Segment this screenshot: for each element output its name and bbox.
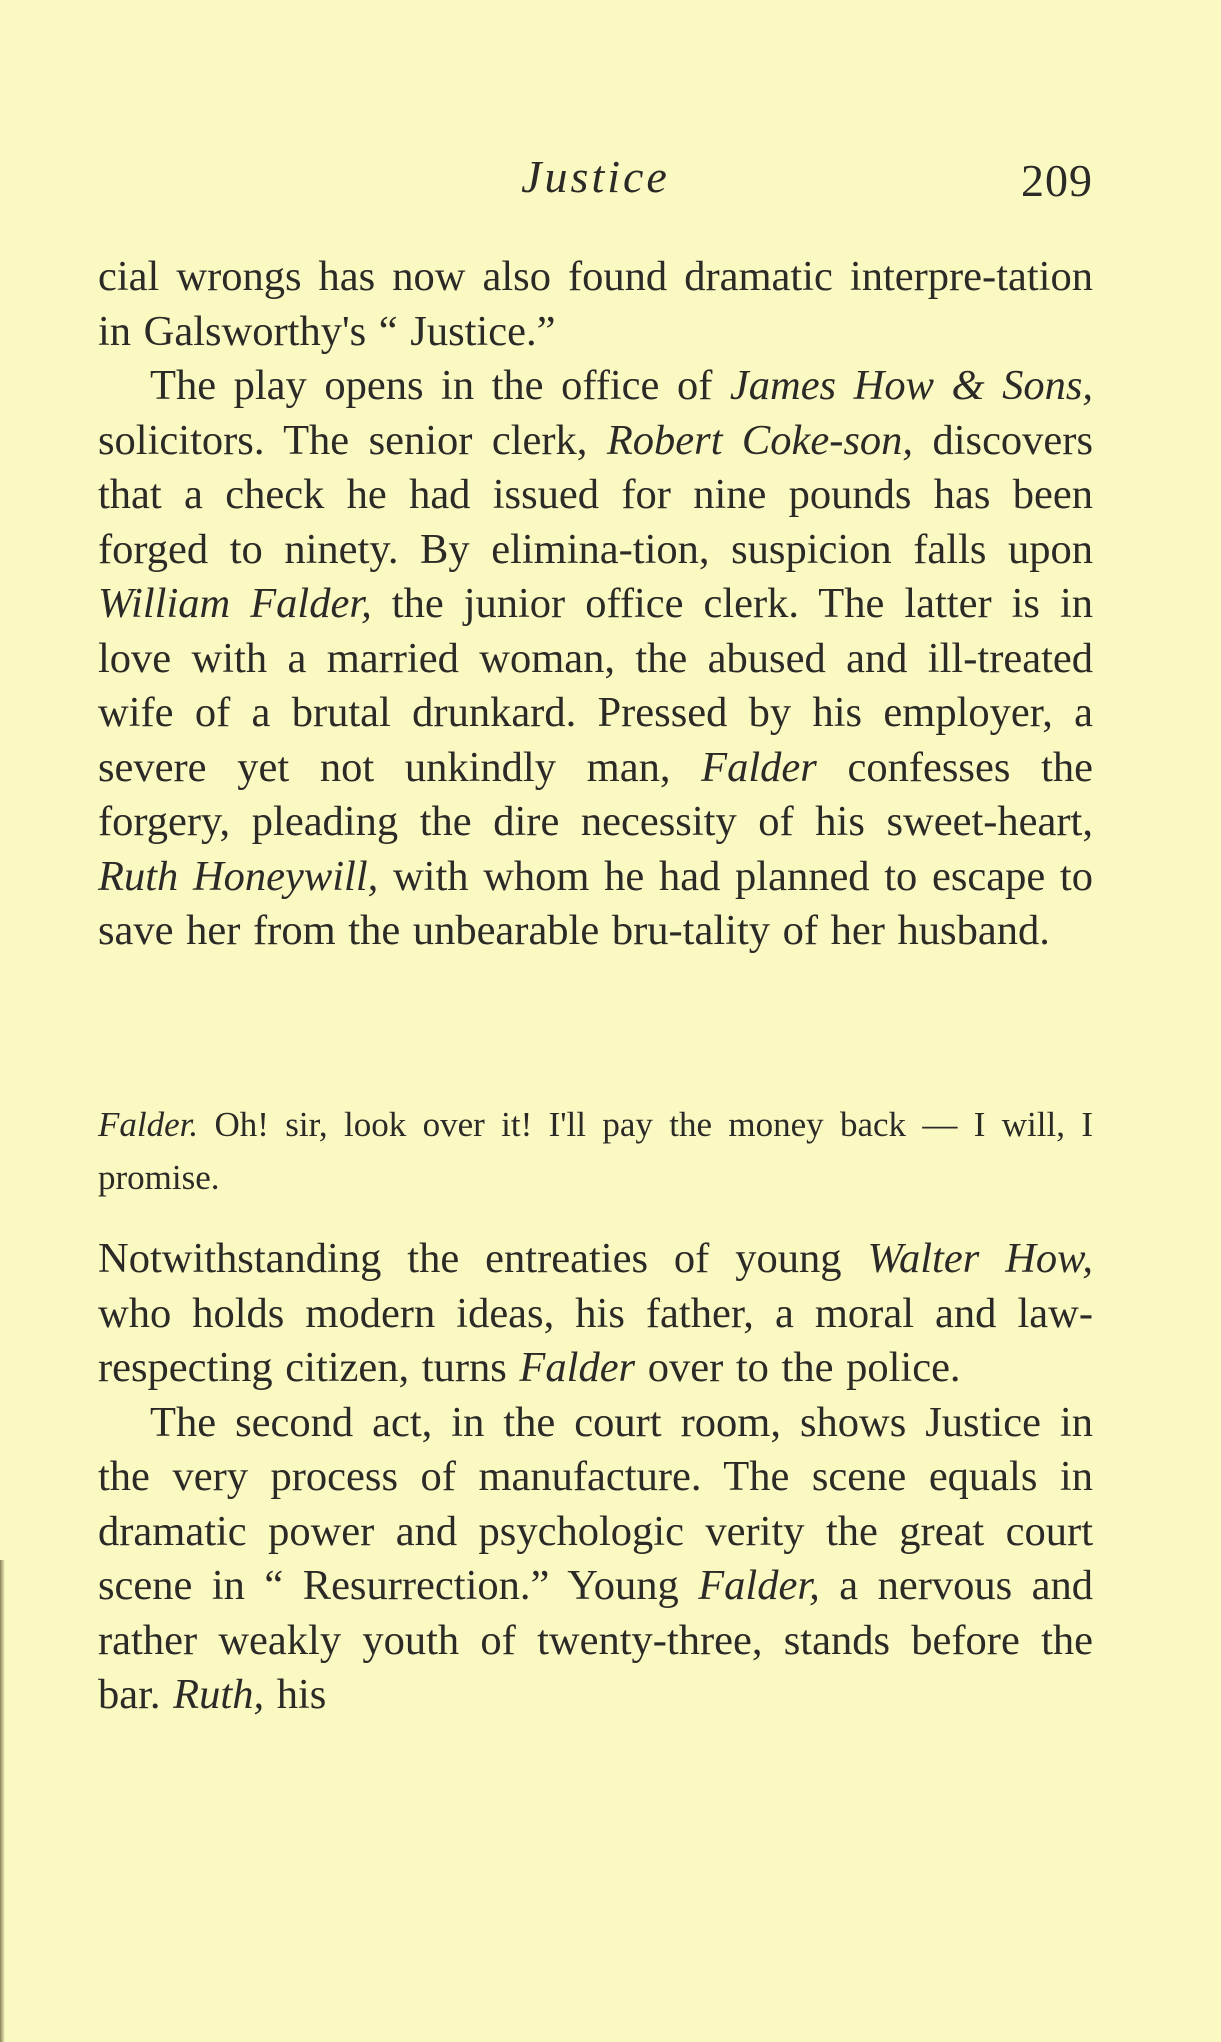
paragraph-text: a nervous and rather weakly youth of twenty-three, stands before the bar. <box>98 1562 1093 1718</box>
paragraph-walter-how <box>98 1232 1093 1396</box>
paragraph-text: solicitors. The senior clerk, <box>98 416 607 464</box>
paragraph-text: confesses the forgery, pleading the dire necessity of his sweet-heart, <box>98 743 1093 845</box>
paragraph-text: The second act, in the court room, shows Justice in the very process of manufacture. The scene equals in dramatic power and psychologic verity the great court scene in “ Resurrection.” Young <box>98 1398 1093 1609</box>
name-ruth-honeywill: Ruth Honeywill, <box>98 852 379 900</box>
paragraph-text: the junior office clerk. The latter is in love with a married woman, the abused and ill-treated wife of a brutal drunkard. Pressed by his employer, a severe yet not unkindly man, <box>98 580 1094 791</box>
paragraph-text: who holds modern ideas, his father, a moral and law-respecting citizen, turns <box>98 1289 1093 1391</box>
paragraph-text: over to the police. <box>635 1344 961 1391</box>
block-quote <box>98 1098 1093 1204</box>
quote-text: Oh! sir, look over it! I'll pay the money back — I will, I promise. <box>98 1105 1093 1197</box>
page-number: 209 <box>1021 155 1093 206</box>
page-header <box>98 150 1093 210</box>
name-walter-how: Walter How, <box>867 1235 1093 1282</box>
name-falder: Falder <box>701 743 817 791</box>
paragraph-play-opening <box>98 359 1093 959</box>
name-robert-cokeson: Robert Coke-son, <box>606 416 914 464</box>
paragraph-text: cial wrongs has now also found dramatic interpre-tation in Galsworthy's “ Justice.” <box>98 253 1093 355</box>
body-text-lower <box>98 1232 1093 1723</box>
paragraph-text: The play opens in the office of <box>150 362 730 409</box>
paragraph-continuation <box>98 250 1093 359</box>
paragraph-text: Notwithstanding the entreaties of young <box>98 1235 868 1282</box>
name-falder: Falder, <box>698 1562 820 1609</box>
name-ruth: Ruth, <box>173 1671 265 1718</box>
running-title: Justice <box>521 151 670 202</box>
paragraph-text: his <box>264 1671 327 1718</box>
name-falder: Falder <box>519 1344 636 1391</box>
body-text-upper <box>98 250 1093 959</box>
paragraph-text: discovers that a check he had issued for nine pounds has been forged to ninety. By elimina-tion, suspicion falls upon <box>98 416 1093 573</box>
name-william-falder: William Falder, <box>98 580 372 627</box>
page-edge-shadow <box>0 1560 5 2042</box>
paragraph-text: with whom he had planned to escape to save her from the unbearable bru-tality of her husband. <box>98 852 1093 954</box>
name-james-how-sons: James How & Sons, <box>729 362 1093 409</box>
paragraph-court-room <box>98 1396 1093 1723</box>
quote-speaker: Falder. <box>98 1105 199 1144</box>
